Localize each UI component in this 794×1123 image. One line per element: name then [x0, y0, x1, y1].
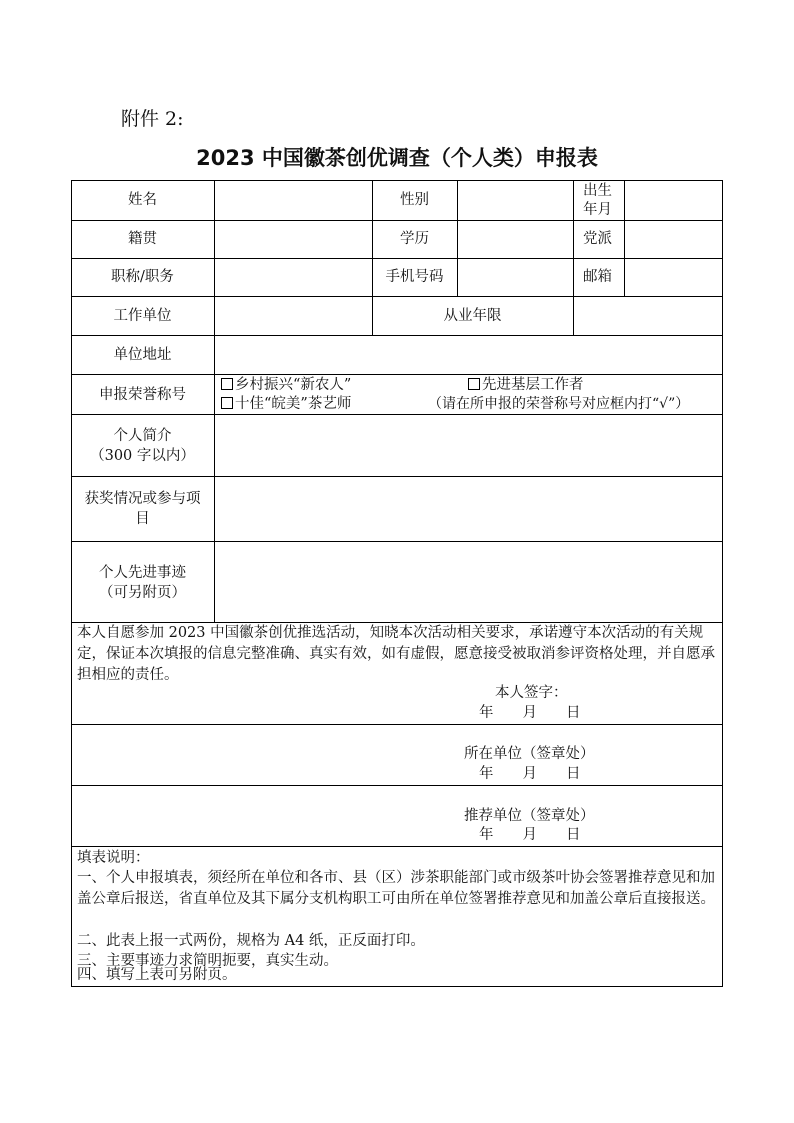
instruction-item-1: 一、个人申报填表，须经所在单位和各市、县（区）涉茶职能部门或市级茶叶协会签署推荐意见和加盖公章后报送，省直单位及其下属分支机构职工可由所在单位签署推荐意见和加盖公章后直接报送。: [77, 870, 715, 907]
honor-note: （请在所申报的荣誉称号对应框内打“√”）: [428, 396, 690, 412]
intro-field[interactable]: [215, 415, 721, 475]
declaration-text: 本人自愿参加 2023 中国徽茶创优推选活动，知晓本次活动相关要求，承诺遵守本次活动的有关规定，保证本次填报的信息完整准确、真实有效，如有虚假，愿意接受被取消参评资格处理，并自愿承担相应的责任。: [77, 625, 715, 683]
form-title: 2023 中国徽茶创优调查（个人类）申报表: [196, 146, 598, 170]
instruction-item-3: 三、主要事迹力求简明扼要，真实生动。: [77, 953, 338, 969]
table-border-bottom: [71, 986, 723, 987]
honor-option-label: 乡村振兴“新农人”: [235, 377, 352, 393]
deeds-field[interactable]: [215, 542, 721, 621]
birth-label-line2: 年月: [583, 202, 612, 218]
column-divider: [573, 180, 574, 296]
awards-label-line1: 获奖情况或参与项: [84, 491, 201, 507]
signature-date: 年 月 日: [479, 705, 581, 721]
party-label: 党派: [583, 231, 612, 247]
attachment-label: 附件 2:: [121, 108, 184, 130]
instructions-heading: 填表说明：: [77, 850, 150, 866]
unit-seal-date: 年 月 日: [479, 766, 581, 782]
phone-field[interactable]: [458, 259, 572, 295]
honor-option-label: 先进基层工作者: [482, 377, 584, 393]
intro-label-line2: （300 字以内）: [90, 448, 195, 464]
application-form-table: [71, 180, 723, 987]
deeds-label-line1: 个人先进事迹: [99, 565, 186, 581]
awards-field[interactable]: [215, 477, 721, 540]
row-divider: [71, 374, 723, 375]
recommend-seal-label: 推荐单位（签章处）: [464, 808, 595, 824]
work-unit-label: 工作单位: [113, 308, 172, 324]
honor-label: 申报荣誉称号: [99, 387, 186, 403]
row-divider: [71, 724, 723, 725]
name-field[interactable]: [215, 182, 371, 219]
education-label: 学历: [400, 231, 429, 247]
signature-label: 本人签字：: [495, 685, 568, 701]
unit-address-field[interactable]: [215, 336, 721, 373]
work-unit-field[interactable]: [215, 297, 371, 334]
name-label: 姓名: [128, 192, 157, 208]
unit-address-label: 单位地址: [113, 347, 172, 363]
phone-label: 手机号码: [385, 269, 444, 285]
honor-option-new-farmer[interactable]: [221, 375, 351, 395]
instruction-item-4: 四、填写上表可另附页。: [77, 967, 237, 983]
years-in-industry-field[interactable]: [574, 297, 721, 334]
table-border-right: [722, 180, 723, 987]
email-label: 邮箱: [583, 269, 612, 285]
checkbox-icon[interactable]: [221, 378, 233, 390]
honor-option-label: 十佳“皖美”茶艺师: [235, 396, 352, 412]
checkbox-icon[interactable]: [468, 378, 480, 390]
row-divider: [71, 846, 723, 847]
honor-option-tea-artist[interactable]: [221, 394, 351, 414]
checkbox-icon[interactable]: [221, 397, 233, 409]
deeds-label-line2: （可另附页）: [99, 585, 186, 601]
gender-label: 性别: [400, 192, 429, 208]
intro-label-line1: 个人简介: [113, 428, 172, 444]
years-in-industry-label: 从业年限: [443, 308, 502, 324]
birth-date-field[interactable]: [625, 182, 721, 219]
email-field[interactable]: [625, 259, 721, 295]
unit-seal-label: 所在单位（签章处）: [464, 746, 595, 762]
party-field[interactable]: [625, 221, 721, 257]
title-position-label: 职称/职务: [111, 269, 174, 285]
native-place-label: 籍贯: [128, 231, 157, 247]
table-border-top: [71, 180, 723, 181]
row-divider: [71, 785, 723, 786]
gender-field[interactable]: [458, 182, 572, 219]
recommend-seal-date: 年 月 日: [479, 827, 581, 843]
birth-label-line1: 出生: [583, 183, 612, 199]
title-position-field[interactable]: [215, 259, 371, 295]
awards-label-line2: 目: [135, 511, 150, 527]
education-field[interactable]: [458, 221, 572, 257]
honor-option-grassroots-worker[interactable]: [468, 375, 584, 395]
instruction-item-2: 二、此表上报一式两份，规格为 A4 纸，正反面打印。: [77, 933, 425, 949]
native-place-field[interactable]: [215, 221, 371, 257]
